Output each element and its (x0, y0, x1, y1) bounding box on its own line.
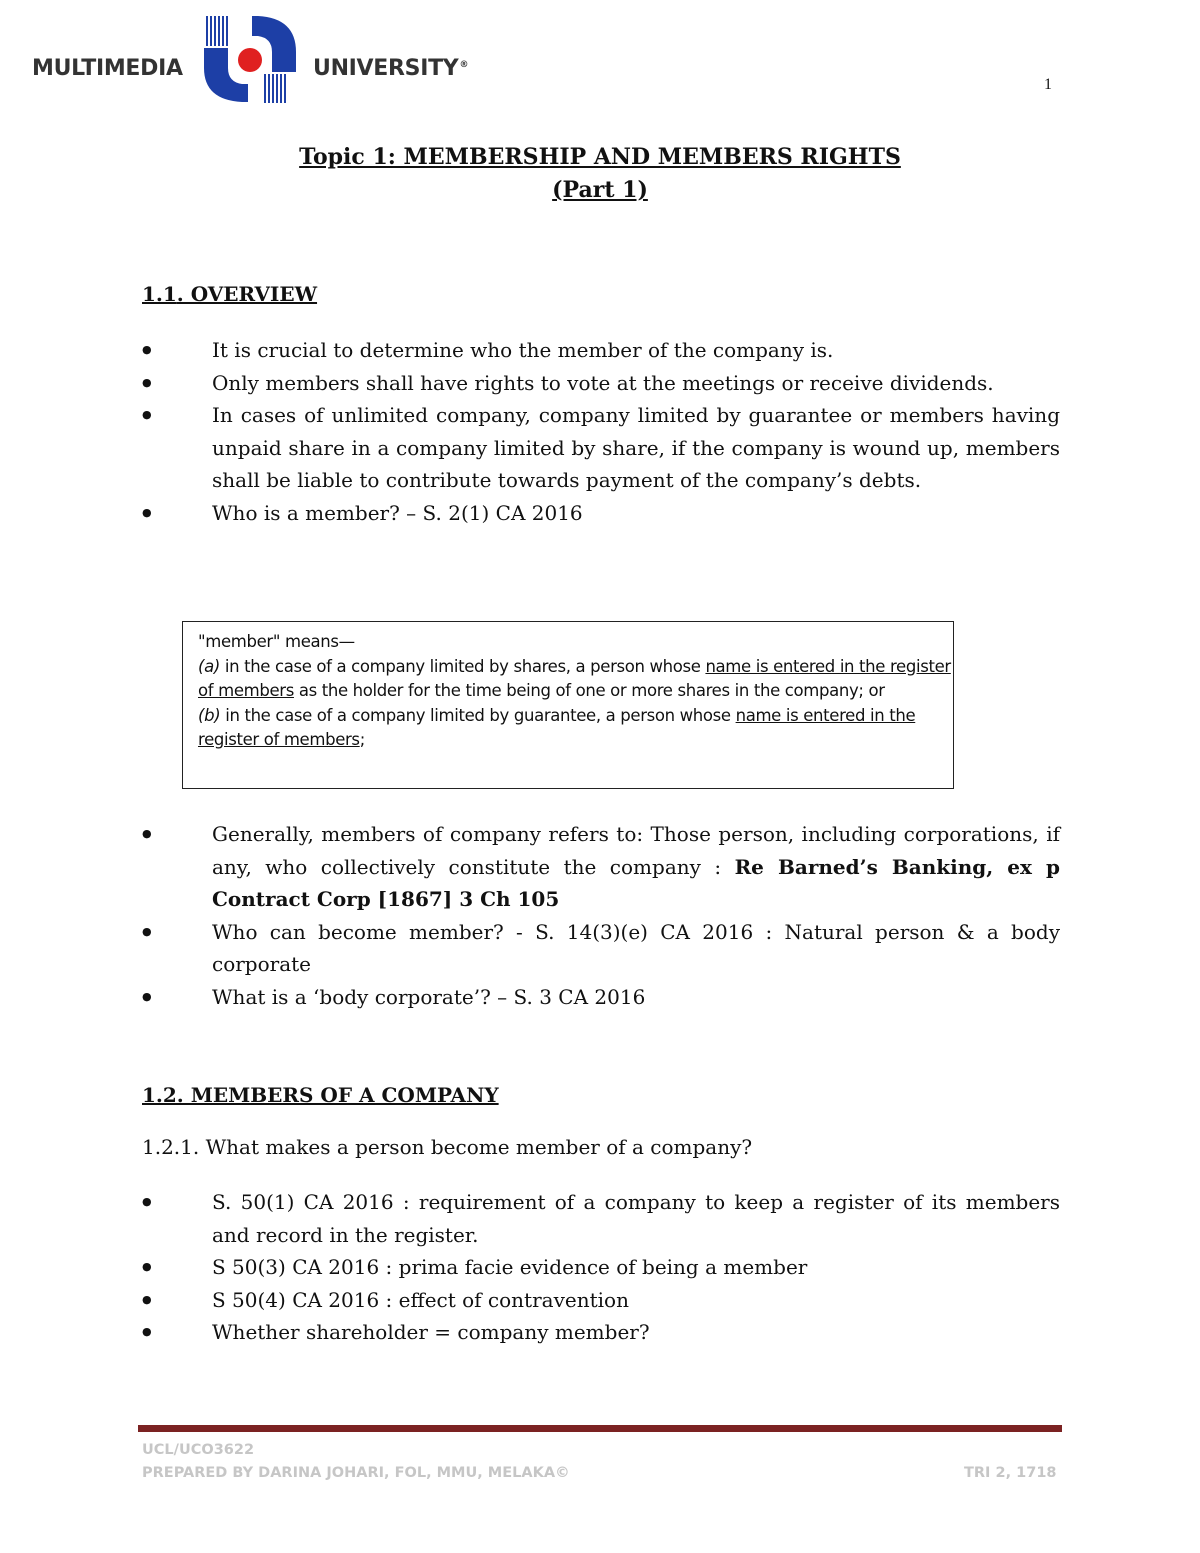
list-item: ● It is crucial to determine who the member of the company is. (142, 334, 1060, 367)
membership-bullet-list (142, 818, 1060, 1013)
brand-text-multimedia: MULTIMEDIA (32, 56, 183, 81)
definition-underlined: name is entered in the register of members (198, 656, 951, 701)
definition-text: in the case of a company limited by shares, a person whose (219, 656, 706, 676)
definition-label-b: (b) (198, 705, 221, 725)
definition-item-b (198, 704, 953, 753)
footer-divider (138, 1425, 1062, 1432)
list-item: ● S. 50(1) CA 2016 : requirement of a company to keep a register of its members and record in the register. (142, 1186, 1060, 1251)
list-item-text: Generally, members of company refers to: Those person, including corporations, if any, who collectively constitute the company : (212, 822, 1060, 879)
definition-intro: "member" means— (198, 632, 355, 651)
document-title: Topic 1: MEMBERSHIP AND MEMBERS RIGHTS (299, 144, 901, 170)
definition-text: as the holder for the time being of one or more shares in the company; or (293, 681, 885, 701)
brand-university-word: UNIVERSITY (313, 56, 459, 81)
register-bullet-list (142, 1186, 1060, 1349)
definition-text: in the case of a company limited by guarantee, a person whose (220, 705, 736, 725)
section-heading-overview (142, 282, 317, 306)
document-title-part: (Part 1) (552, 177, 648, 203)
registered-mark: ® (459, 59, 469, 70)
mmu-logo-icon (200, 12, 300, 108)
member-definition-box (182, 621, 954, 789)
definition-text: ; (359, 730, 365, 750)
definition-underlined: name is entered in the register of members (198, 705, 916, 750)
list-item (142, 818, 1060, 916)
section-title: . OVERVIEW (176, 282, 318, 306)
list-item: ● Who can become member? - S. 14(3)(e) CA 2016 : Natural person & a body corporate (142, 916, 1060, 981)
subsection-heading: 1.2.1. What makes a person become member of a company? (142, 1135, 753, 1159)
case-citation: Re Barned’s Banking, ex p Contract Corp [1867] 3 Ch 105 (212, 854, 1060, 911)
definition-item-a (198, 655, 953, 704)
list-item: ● In cases of unlimited company, company limited by guarantee or members having unpaid share in a company limited by share, if the company is wound up, members shall be liable to contribute towards payment of the company’s debts. (142, 399, 1060, 497)
list-item: ● Only members shall have rights to vote at the meetings or receive dividends. (142, 367, 1060, 400)
university-logo-header (30, 12, 490, 108)
list-item: ● What is a ‘body corporate’? – S. 3 CA 2016 (142, 981, 1060, 1014)
footer-prepared-by: PREPARED BY DARINA JOHARI, FOL, MMU, MELAKA© (142, 1465, 570, 1481)
list-item: ● S 50(4) CA 2016 : effect of contravention (142, 1284, 1060, 1317)
footer-course-code: UCL/UCO3622 (142, 1442, 255, 1458)
section-heading-members: 1.2. MEMBERS OF A COMPANY (142, 1083, 499, 1107)
list-item: ● Who is a member? – S. 2(1) CA 2016 (142, 497, 1060, 530)
section-number: 1.1 (142, 282, 177, 306)
page-number: 1 (1044, 76, 1052, 93)
list-item: ● Whether shareholder = company member? (142, 1316, 1060, 1349)
footer-trimester: TRI 2, 1718 (964, 1465, 1057, 1481)
definition-label-a: (a) (198, 656, 220, 676)
brand-text-university (313, 56, 468, 81)
overview-bullet-list (142, 334, 1060, 529)
list-item: ● S 50(3) CA 2016 : prima facie evidence of being a member (142, 1251, 1060, 1284)
